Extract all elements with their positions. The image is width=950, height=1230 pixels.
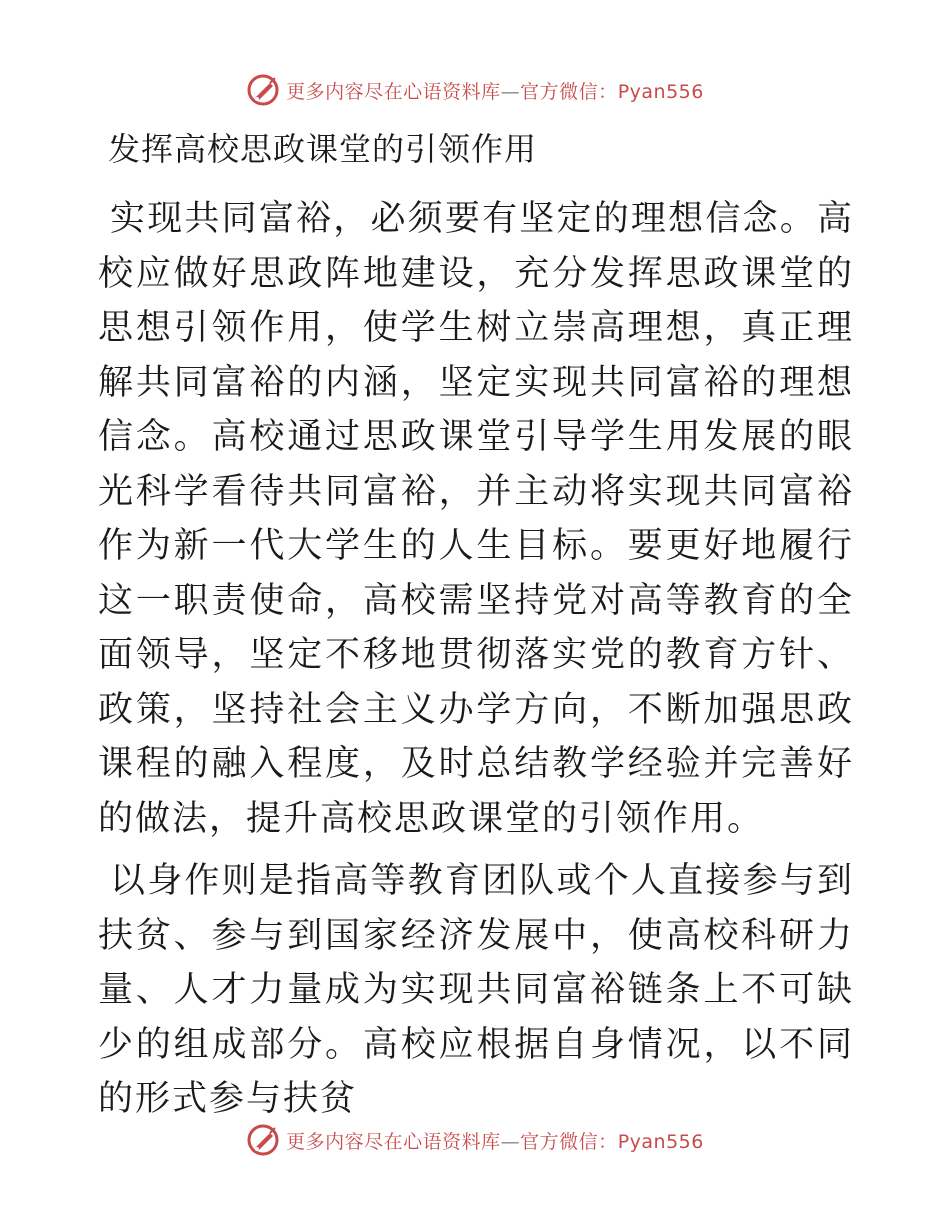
body-paragraph-1: 实现共同富裕，必须要有坚定的理想信念。高校应做好思政阵地建设，充分发挥思政课堂的思想引领作用，使学生树立崇高理想，真正理解共同富裕的内涵，坚定实现共同富裕的理想信念。高校通过思政课堂引导学生用发展的眼光科学看待共同富裕，并主动将实现共同富裕作为新一代大学生的人生目标。要更好地履行这一职责使命，高校需坚持党对高等教育的全面领导，坚定不移地贯彻落实党的教育方针、政策，坚持社会主义办学方向，不断加强思政课程的融入程度，及时总结教学经验并完善好的做法，提升高校思政课堂的引领作用。 xyxy=(98,199,854,839)
header-banner-text xyxy=(286,77,704,104)
footer-dash: — xyxy=(500,1130,521,1153)
quill-logo-icon xyxy=(246,73,280,107)
header-contact-label: 官方微信： xyxy=(520,80,618,103)
header-promo: 更多内容尽在心语资料库 xyxy=(286,80,501,103)
footer-banner xyxy=(0,1120,950,1160)
header-dash: — xyxy=(500,80,521,103)
header-contact-id: Pyan556 xyxy=(617,80,704,103)
footer-contact-label: 官方微信： xyxy=(520,1130,618,1153)
quill-logo-icon xyxy=(246,1123,280,1157)
page-title: 发挥高校思政课堂的引领作用 xyxy=(108,130,538,168)
footer-promo: 更多内容尽在心语资料库 xyxy=(286,1130,501,1153)
footer-contact-id: Pyan556 xyxy=(617,1130,704,1153)
header-banner xyxy=(0,70,950,110)
footer-banner-text xyxy=(286,1127,704,1154)
body-paragraph-2: 以身作则是指高等教育团队或个人直接参与到扶贫、参与到国家经济发展中，使高校科研力量、人才力量成为实现共同富裕链条上不可缺少的组成部分。高校应根据自身情况，以不同的形式参与扶贫 xyxy=(98,861,854,1119)
